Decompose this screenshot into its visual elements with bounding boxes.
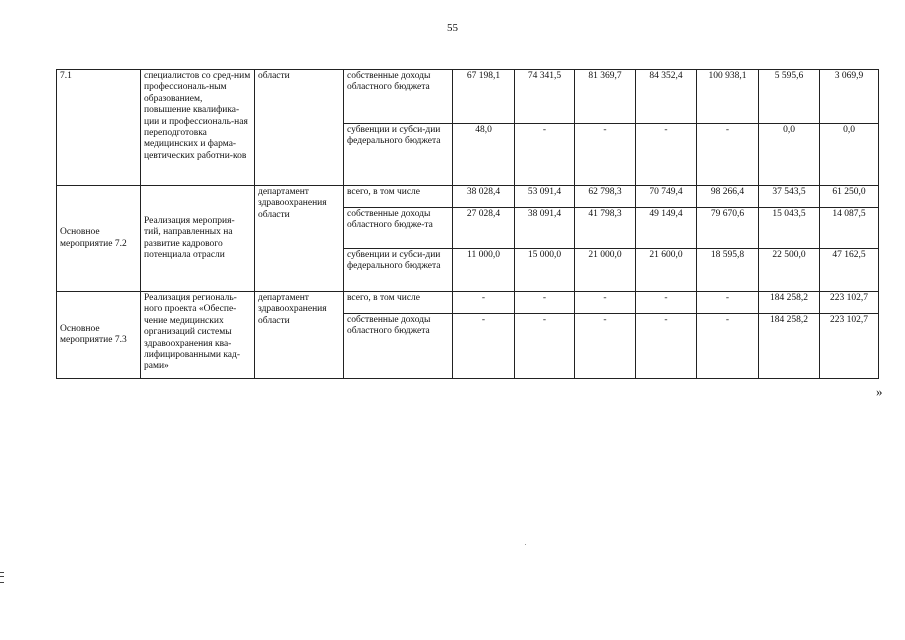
activity-executor: департамент здравоохранения области <box>255 186 344 292</box>
value-cell: - <box>575 314 636 379</box>
scan-speck <box>525 544 526 545</box>
table-row <box>57 292 879 314</box>
activity-code: Основное мероприятие 7.2 <box>57 186 141 292</box>
value-cell: 67 198,1 <box>453 70 515 124</box>
funding-source: собственные доходы областного бюджета <box>344 314 453 379</box>
activity-code: 7.1 <box>57 70 141 186</box>
funding-source: собственные доходы областного бюдже-та <box>344 208 453 249</box>
value-cell: 27 028,4 <box>453 208 515 249</box>
activity-code: Основное мероприятие 7.3 <box>57 292 141 379</box>
value-cell: - <box>453 314 515 379</box>
activity-executor: департамент здравоохранения области <box>255 292 344 379</box>
closing-quote: » <box>876 384 883 399</box>
value-cell: 41 798,3 <box>575 208 636 249</box>
funding-source: собственные доходы областного бюджета <box>344 70 453 124</box>
value-cell: - <box>575 124 636 186</box>
value-cell: 21 000,0 <box>575 249 636 292</box>
value-cell: 53 091,4 <box>515 186 575 208</box>
value-cell: 15 000,0 <box>515 249 575 292</box>
value-cell: - <box>453 292 515 314</box>
funding-source: всего, в том числе <box>344 186 453 208</box>
value-cell: 74 341,5 <box>515 70 575 124</box>
budget-table <box>56 69 879 379</box>
value-cell: - <box>575 292 636 314</box>
activity-name: Реализация мероприя-тий, направленных на развитие кадрового потенциала отрасли <box>141 186 255 292</box>
value-cell: - <box>515 124 575 186</box>
funding-source: всего, в том числе <box>344 292 453 314</box>
value-cell: - <box>636 124 697 186</box>
value-cell: 21 600,0 <box>636 249 697 292</box>
value-cell: - <box>697 124 759 186</box>
value-cell: 38 091,4 <box>515 208 575 249</box>
value-cell: 15 043,5 <box>759 208 820 249</box>
value-cell: 48,0 <box>453 124 515 186</box>
value-cell: 22 500,0 <box>759 249 820 292</box>
value-cell: 61 250,0 <box>820 186 879 208</box>
value-cell: 18 595,8 <box>697 249 759 292</box>
value-cell: 37 543,5 <box>759 186 820 208</box>
value-cell: - <box>697 314 759 379</box>
value-cell: 14 087,5 <box>820 208 879 249</box>
activity-executor: области <box>255 70 344 186</box>
value-cell: - <box>636 292 697 314</box>
value-cell: 70 749,4 <box>636 186 697 208</box>
value-cell: 184 258,2 <box>759 314 820 379</box>
table-row <box>57 186 879 208</box>
funding-source: субвенции и субси-дии федерального бюджета <box>344 249 453 292</box>
value-cell: 3 069,9 <box>820 70 879 124</box>
page-number: 55 <box>447 22 458 34</box>
value-cell: 49 149,4 <box>636 208 697 249</box>
value-cell: 38 028,4 <box>453 186 515 208</box>
value-cell: 184 258,2 <box>759 292 820 314</box>
value-cell: - <box>515 292 575 314</box>
value-cell: 0,0 <box>820 124 879 186</box>
margin-mark <box>0 572 4 583</box>
value-cell: 47 162,5 <box>820 249 879 292</box>
value-cell: - <box>636 314 697 379</box>
activity-name: Реализация региональ-ного проекта «Обеспе-чение медицинских организаций системы здравоохранения ква-лифицированными кад-рами» <box>141 292 255 379</box>
value-cell: 223 102,7 <box>820 292 879 314</box>
table-row <box>57 70 879 124</box>
value-cell: 5 595,6 <box>759 70 820 124</box>
value-cell: 84 352,4 <box>636 70 697 124</box>
value-cell: 98 266,4 <box>697 186 759 208</box>
value-cell: 100 938,1 <box>697 70 759 124</box>
value-cell: 62 798,3 <box>575 186 636 208</box>
funding-source: субвенции и субси-дии федерального бюджета <box>344 124 453 186</box>
value-cell: - <box>515 314 575 379</box>
value-cell: - <box>697 292 759 314</box>
value-cell: 81 369,7 <box>575 70 636 124</box>
activity-name: специалистов со сред-ним профессиональ-ным образованием, повышение квалифика-ции и профессиональ-ная переподготовка медицинских и фарма-цевтических работни-ков <box>141 70 255 186</box>
value-cell: 11 000,0 <box>453 249 515 292</box>
value-cell: 0,0 <box>759 124 820 186</box>
value-cell: 223 102,7 <box>820 314 879 379</box>
value-cell: 79 670,6 <box>697 208 759 249</box>
